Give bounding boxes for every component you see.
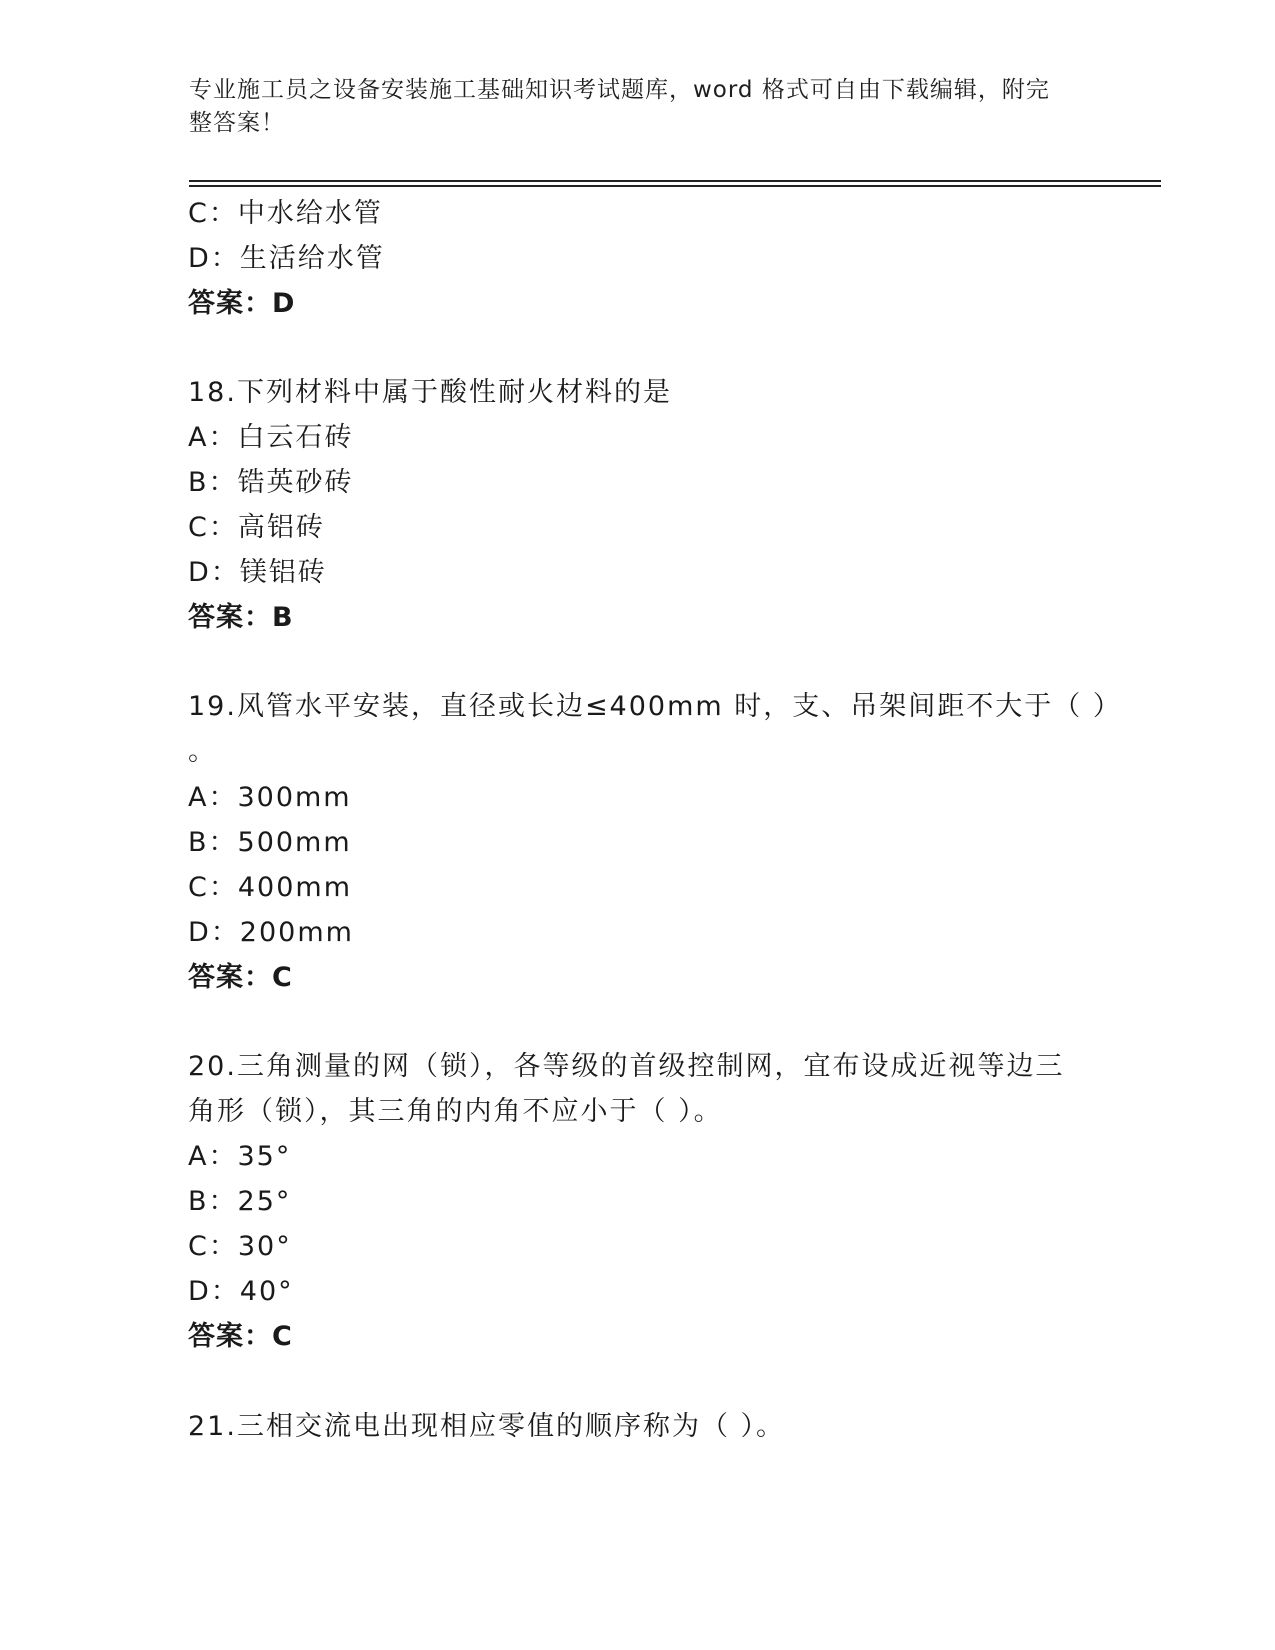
option-line: B：锆英砂砖 <box>188 467 354 498</box>
option-line: D：40° <box>188 1276 294 1307</box>
option-line: C：高铝砖 <box>188 512 325 543</box>
question-line: 角形（锁），其三角的内角不应小于（ ）。 <box>188 1096 723 1127</box>
question-line: 18.下列材料中属于酸性耐火材料的是 <box>188 377 672 408</box>
option-line: C：400mm <box>188 872 352 903</box>
answer-line: 答案：C <box>188 1321 293 1352</box>
option-line: A：白云石砖 <box>188 422 354 453</box>
document-header: 专业施工员之设备安装施工基础知识考试题库，word 格式可自由下载编辑，附完整答案！ <box>189 77 1050 136</box>
option-line: D：镁铝砖 <box>188 557 327 588</box>
option-line: D：生活给水管 <box>188 243 385 274</box>
question-line: 20.三角测量的网（锁），各等级的首级控制网，宜布设成近视等边三 <box>188 1051 1065 1082</box>
answer-line: 答案：D <box>188 288 296 319</box>
question-line: 19.风管水平安装，直径或长边≤400mm 时，支、吊架间距不大于（ ） <box>188 691 1122 722</box>
option-line: C：中水给水管 <box>188 198 383 229</box>
option-line: B：500mm <box>188 827 352 858</box>
answer-line: 答案：C <box>188 962 293 993</box>
option-line: A：35° <box>188 1141 292 1172</box>
option-line: B：25° <box>188 1186 292 1217</box>
answer-line: 答案：B <box>188 602 294 633</box>
option-line: A：300mm <box>188 782 352 813</box>
option-line: D：200mm <box>188 917 354 948</box>
question-line: 21.三相交流电出现相应零值的顺序称为（ ）。 <box>188 1411 786 1442</box>
question-line: 。 <box>188 736 217 767</box>
header-divider-top <box>189 180 1161 182</box>
option-line: C：30° <box>188 1231 292 1262</box>
header-divider-bottom <box>189 185 1161 187</box>
